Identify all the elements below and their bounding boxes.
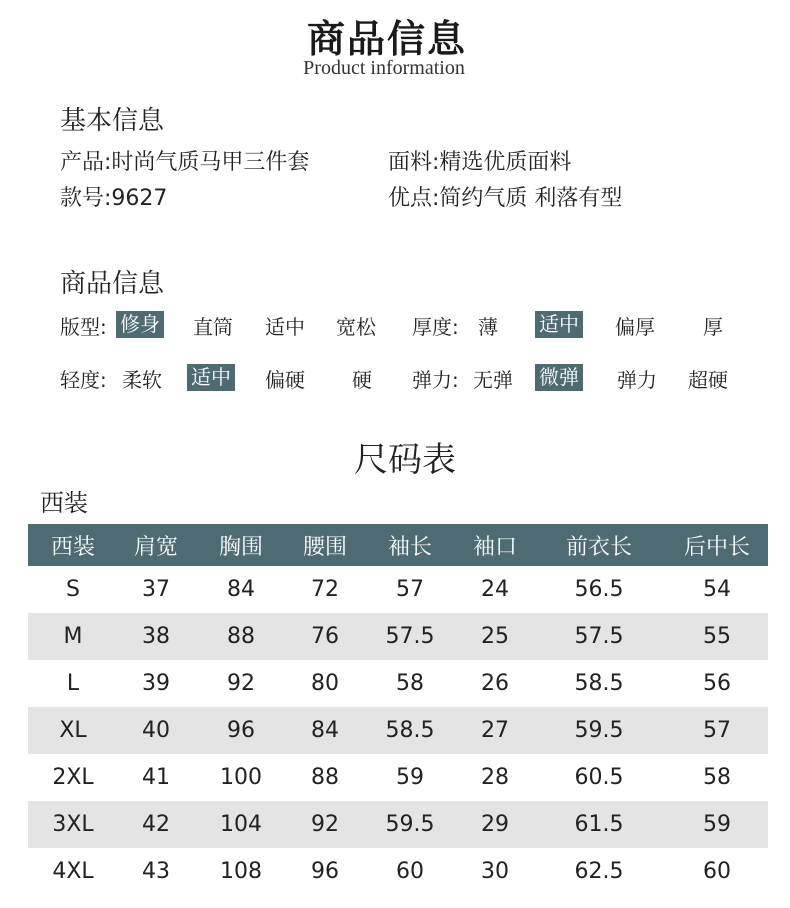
table-cell: 4XL [52,859,94,884]
column-header: 袖口 [458,524,532,566]
table-cell: 56.5 [574,577,624,602]
table-row [28,801,768,848]
table-cell: 41 [142,765,170,790]
fit-option-slim: 修身 [116,311,164,338]
thickness-label: 厚度: [412,315,459,339]
table-cell: 39 [142,671,170,696]
elasticity-option-stretch: 弹力 [617,368,657,392]
column-header: 前衣长 [532,524,666,566]
table-cell: 40 [118,707,194,754]
table-cell: 57.5 [532,613,666,660]
column-header: 西装 [28,524,118,566]
softness-option-stiffish: 偏硬 [265,368,305,392]
table-cell: 58.5 [574,671,624,696]
column-header: 肩宽 [118,524,194,566]
table-row [28,660,768,707]
table-cell: 27 [458,707,532,754]
table-cell: 96 [194,707,288,754]
column-header: 后中长 [666,524,768,566]
table-cell: 57 [396,577,424,602]
column-header: 胸围 [194,524,288,566]
size-chart-title: 尺码表 [354,440,456,480]
table-cell: 76 [288,613,362,660]
table-cell: 104 [194,801,288,848]
table-cell: 59.5 [362,801,458,848]
table-cell: 80 [311,671,339,696]
table-row [28,707,768,754]
fit-option-loose: 宽松 [336,315,376,339]
softness-label: 轻度: [60,368,107,392]
thickness-option-thickish: 偏厚 [615,315,655,339]
table-cell: 92 [288,801,362,848]
merits-info: 优点:简约气质 利落有型 [388,186,623,211]
table-cell: 88 [311,765,339,790]
table-cell: XL [28,707,118,754]
elasticity-option-none: 无弹 [473,368,513,392]
table-cell: 43 [142,859,170,884]
table-cell: 100 [220,765,262,790]
thickness-option-medium: 适中 [535,311,583,338]
attributes-heading: 商品信息 [60,269,165,299]
style-number: 款号:9627 [60,186,168,211]
table-cell: 59.5 [532,707,666,754]
table-cell: 96 [311,859,339,884]
basic-info-heading: 基本信息 [60,106,165,136]
table-cell: 37 [142,577,170,602]
fit-option-straight: 直筒 [193,315,233,339]
table-cell: 84 [288,707,362,754]
table-cell: 3XL [28,801,118,848]
table-cell: 57 [666,707,768,754]
table-cell: 56 [703,671,731,696]
softness-option-soft: 柔软 [122,368,162,392]
table-cell: 58 [396,671,424,696]
table-cell: 58.5 [362,707,458,754]
page-subtitle: Product information [303,57,465,79]
table-cell: 24 [481,577,509,602]
table-cell: 60 [396,859,424,884]
table-cell: 59 [396,765,424,790]
fit-label: 版型: [60,315,107,339]
table-row [28,613,768,660]
table-cell: 28 [481,765,509,790]
thickness-option-thin: 薄 [478,315,498,339]
column-header: 袖长 [362,524,458,566]
table-cell: 84 [227,577,255,602]
table-cell: M [28,613,118,660]
table-cell: 42 [118,801,194,848]
column-header: 腰围 [288,524,362,566]
table-cell: 58 [703,765,731,790]
table-cell: S [66,577,80,602]
table-cell: 108 [220,859,262,884]
table-cell: 25 [458,613,532,660]
page-title: 商品信息 [306,16,467,61]
table-cell: 29 [458,801,532,848]
table-row [28,848,768,895]
table-cell: 88 [194,613,288,660]
table-cell: 55 [666,613,768,660]
table-row [28,566,768,613]
thickness-option-thick: 厚 [703,315,723,339]
product-name: 产品:时尚气质马甲三件套 [60,150,310,175]
fabric-info: 面料:精选优质面料 [388,150,572,175]
table-cell: 38 [118,613,194,660]
table-cell: 54 [703,577,731,602]
table-cell: 59 [666,801,768,848]
table-cell: 60 [703,859,731,884]
table-cell: 72 [311,577,339,602]
table-cell: L [66,671,80,696]
softness-option-stiff: 硬 [352,368,372,392]
table-cell: 30 [481,859,509,884]
table-cell: 2XL [52,765,94,790]
table-cell: 57.5 [362,613,458,660]
elasticity-option-slight: 微弹 [535,364,583,391]
table-row [28,754,768,801]
fit-option-regular: 适中 [265,315,305,339]
elasticity-option-super: 超硬 [688,368,728,392]
table-cell: 62.5 [574,859,624,884]
softness-option-medium: 适中 [187,364,235,391]
table-cell: 92 [227,671,255,696]
size-table [28,524,768,895]
table-cell: 26 [481,671,509,696]
table-cell: 60.5 [574,765,624,790]
elasticity-label: 弹力: [412,368,459,392]
size-table-header [28,524,768,566]
size-chart-caption: 西装 [40,489,88,517]
table-cell: 61.5 [532,801,666,848]
